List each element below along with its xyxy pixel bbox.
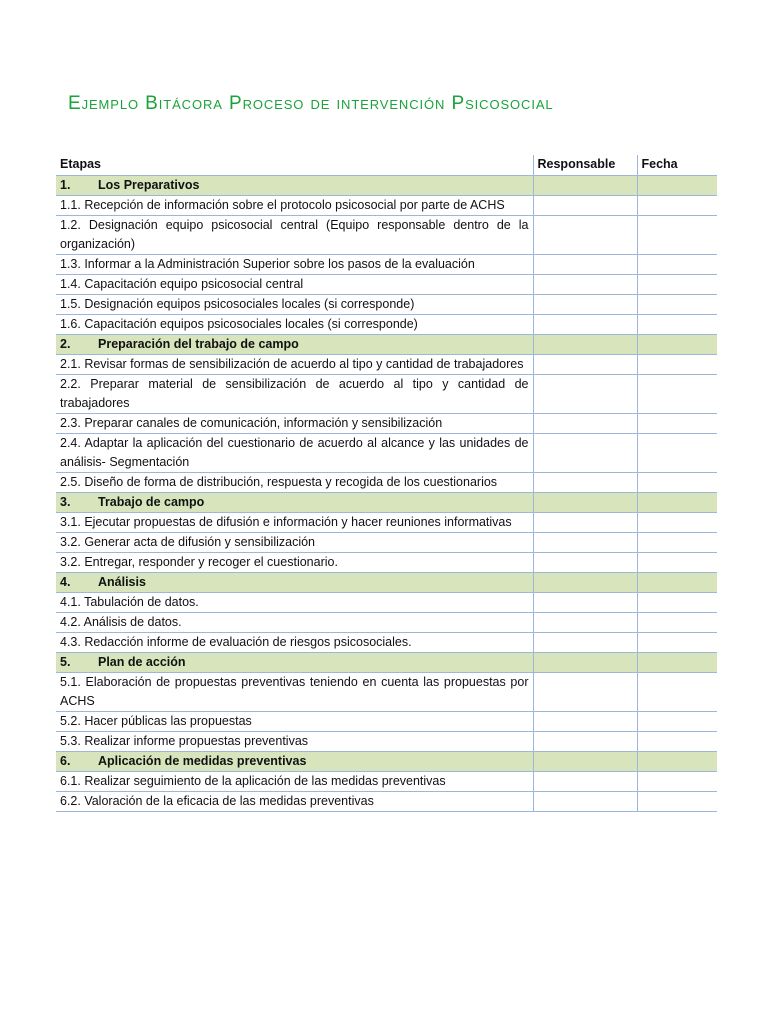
section-title: Los Preparativos (98, 178, 200, 192)
responsable-cell (533, 593, 637, 613)
table-row (56, 633, 717, 653)
fecha-cell (637, 355, 717, 375)
step-description: 4.2. Análisis de datos. (56, 613, 533, 633)
responsable-cell (533, 355, 637, 375)
fecha-cell (637, 335, 717, 355)
section-title-cell (56, 335, 533, 355)
bitacora-table (56, 155, 717, 812)
section-row (56, 653, 717, 673)
header-etapas: Etapas (56, 155, 533, 176)
table-row (56, 792, 717, 812)
responsable-cell (533, 493, 637, 513)
fecha-cell (637, 196, 717, 216)
fecha-cell (637, 176, 717, 196)
section-title: Preparación del trabajo de campo (98, 337, 299, 351)
header-responsable: Responsable (533, 155, 637, 176)
table-row (56, 593, 717, 613)
responsable-cell (533, 712, 637, 732)
fecha-cell (637, 712, 717, 732)
step-description: 5.3. Realizar informe propuestas preventivas (56, 732, 533, 752)
fecha-cell (637, 732, 717, 752)
fecha-cell (637, 633, 717, 653)
table-row (56, 216, 717, 255)
step-description: 2.3. Preparar canales de comunicación, información y sensibilización (56, 414, 533, 434)
table-row (56, 772, 717, 792)
table-row (56, 355, 717, 375)
responsable-cell (533, 434, 637, 473)
table-row (56, 196, 717, 216)
document-title: Ejemplo Bitácora Proceso de intervención Psicosocial (68, 93, 554, 114)
fecha-cell (637, 792, 717, 812)
fecha-cell (637, 513, 717, 533)
fecha-cell (637, 414, 717, 434)
table-row (56, 673, 717, 712)
section-number: 4. (60, 575, 71, 589)
step-description: 2.5. Diseño de forma de distribución, respuesta y recogida de los cuestionarios (56, 473, 533, 493)
step-description: 6.1. Realizar seguimiento de la aplicación de las medidas preventivas (56, 772, 533, 792)
responsable-cell (533, 473, 637, 493)
responsable-cell (533, 772, 637, 792)
table-row (56, 473, 717, 493)
section-row (56, 176, 717, 196)
responsable-cell (533, 255, 637, 275)
section-title: Aplicación de medidas preventivas (98, 754, 307, 768)
step-description: 2.2. Preparar material de sensibilización de acuerdo al tipo y cantidad de trabajadores (56, 375, 533, 414)
table-row (56, 375, 717, 414)
responsable-cell (533, 613, 637, 633)
responsable-cell (533, 216, 637, 255)
fecha-cell (637, 473, 717, 493)
table-row (56, 295, 717, 315)
step-description: 2.4. Adaptar la aplicación del cuestionario de acuerdo al alcance y las unidades de análisis- Segmentación (56, 434, 533, 473)
section-number: 2. (60, 337, 71, 351)
section-number: 6. (60, 754, 71, 768)
step-description: 1.1. Recepción de información sobre el protocolo psicosocial por parte de ACHS (56, 196, 533, 216)
responsable-cell (533, 633, 637, 653)
step-description: 5.2. Hacer públicas las propuestas (56, 712, 533, 732)
section-row (56, 752, 717, 772)
table-row (56, 513, 717, 533)
step-description: 3.1. Ejecutar propuestas de difusión e información y hacer reuniones informativas (56, 513, 533, 533)
step-description: 6.2. Valoración de la eficacia de las medidas preventivas (56, 792, 533, 812)
step-description: 1.4. Capacitación equipo psicosocial central (56, 275, 533, 295)
header-row (56, 155, 717, 176)
step-description: 4.1. Tabulación de datos. (56, 593, 533, 613)
responsable-cell (533, 375, 637, 414)
fecha-cell (637, 593, 717, 613)
section-title: Plan de acción (98, 655, 186, 669)
table-row (56, 613, 717, 633)
responsable-cell (533, 553, 637, 573)
step-description: 1.3. Informar a la Administración Superior sobre los pasos de la evaluación (56, 255, 533, 275)
step-description: 4.3. Redacción informe de evaluación de riesgos psicosociales. (56, 633, 533, 653)
table-row (56, 712, 717, 732)
responsable-cell (533, 573, 637, 593)
fecha-cell (637, 553, 717, 573)
responsable-cell (533, 752, 637, 772)
step-description: 1.6. Capacitación equipos psicosociales locales (si corresponde) (56, 315, 533, 335)
responsable-cell (533, 335, 637, 355)
fecha-cell (637, 653, 717, 673)
step-description: 1.5. Designación equipos psicosociales locales (si corresponde) (56, 295, 533, 315)
section-title-cell (56, 176, 533, 196)
section-title: Trabajo de campo (98, 495, 205, 509)
table-row (56, 255, 717, 275)
responsable-cell (533, 653, 637, 673)
fecha-cell (637, 752, 717, 772)
fecha-cell (637, 275, 717, 295)
fecha-cell (637, 255, 717, 275)
responsable-cell (533, 196, 637, 216)
header-fecha: Fecha (637, 155, 717, 176)
table-row (56, 275, 717, 295)
table-row (56, 533, 717, 553)
table-body (56, 176, 717, 812)
section-number: 3. (60, 495, 71, 509)
section-title-cell (56, 752, 533, 772)
step-description: 3.2. Entregar, responder y recoger el cuestionario. (56, 553, 533, 573)
section-title-cell (56, 573, 533, 593)
section-row (56, 335, 717, 355)
fecha-cell (637, 434, 717, 473)
fecha-cell (637, 772, 717, 792)
fecha-cell (637, 216, 717, 255)
responsable-cell (533, 315, 637, 335)
step-description: 5.1. Elaboración de propuestas preventivas teniendo en cuenta las propuestas por ACHS (56, 673, 533, 712)
table-row (56, 315, 717, 335)
fecha-cell (637, 295, 717, 315)
responsable-cell (533, 513, 637, 533)
table-row (56, 732, 717, 752)
fecha-cell (637, 315, 717, 335)
step-description: 3.2. Generar acta de difusión y sensibilización (56, 533, 533, 553)
table-row (56, 553, 717, 573)
fecha-cell (637, 613, 717, 633)
section-title: Análisis (98, 575, 146, 589)
section-number: 5. (60, 655, 71, 669)
table-row (56, 414, 717, 434)
responsable-cell (533, 792, 637, 812)
fecha-cell (637, 375, 717, 414)
responsable-cell (533, 673, 637, 712)
step-description: 1.2. Designación equipo psicosocial central (Equipo responsable dentro de la organización) (56, 216, 533, 255)
fecha-cell (637, 533, 717, 553)
table-row (56, 434, 717, 473)
section-title-cell (56, 493, 533, 513)
fecha-cell (637, 493, 717, 513)
section-row (56, 493, 717, 513)
section-title-cell (56, 653, 533, 673)
responsable-cell (533, 275, 637, 295)
section-row (56, 573, 717, 593)
section-number: 1. (60, 178, 71, 192)
fecha-cell (637, 573, 717, 593)
responsable-cell (533, 533, 637, 553)
responsable-cell (533, 732, 637, 752)
fecha-cell (637, 673, 717, 712)
responsable-cell (533, 295, 637, 315)
step-description: 2.1. Revisar formas de sensibilización de acuerdo al tipo y cantidad de trabajadores (56, 355, 533, 375)
responsable-cell (533, 414, 637, 434)
responsable-cell (533, 176, 637, 196)
